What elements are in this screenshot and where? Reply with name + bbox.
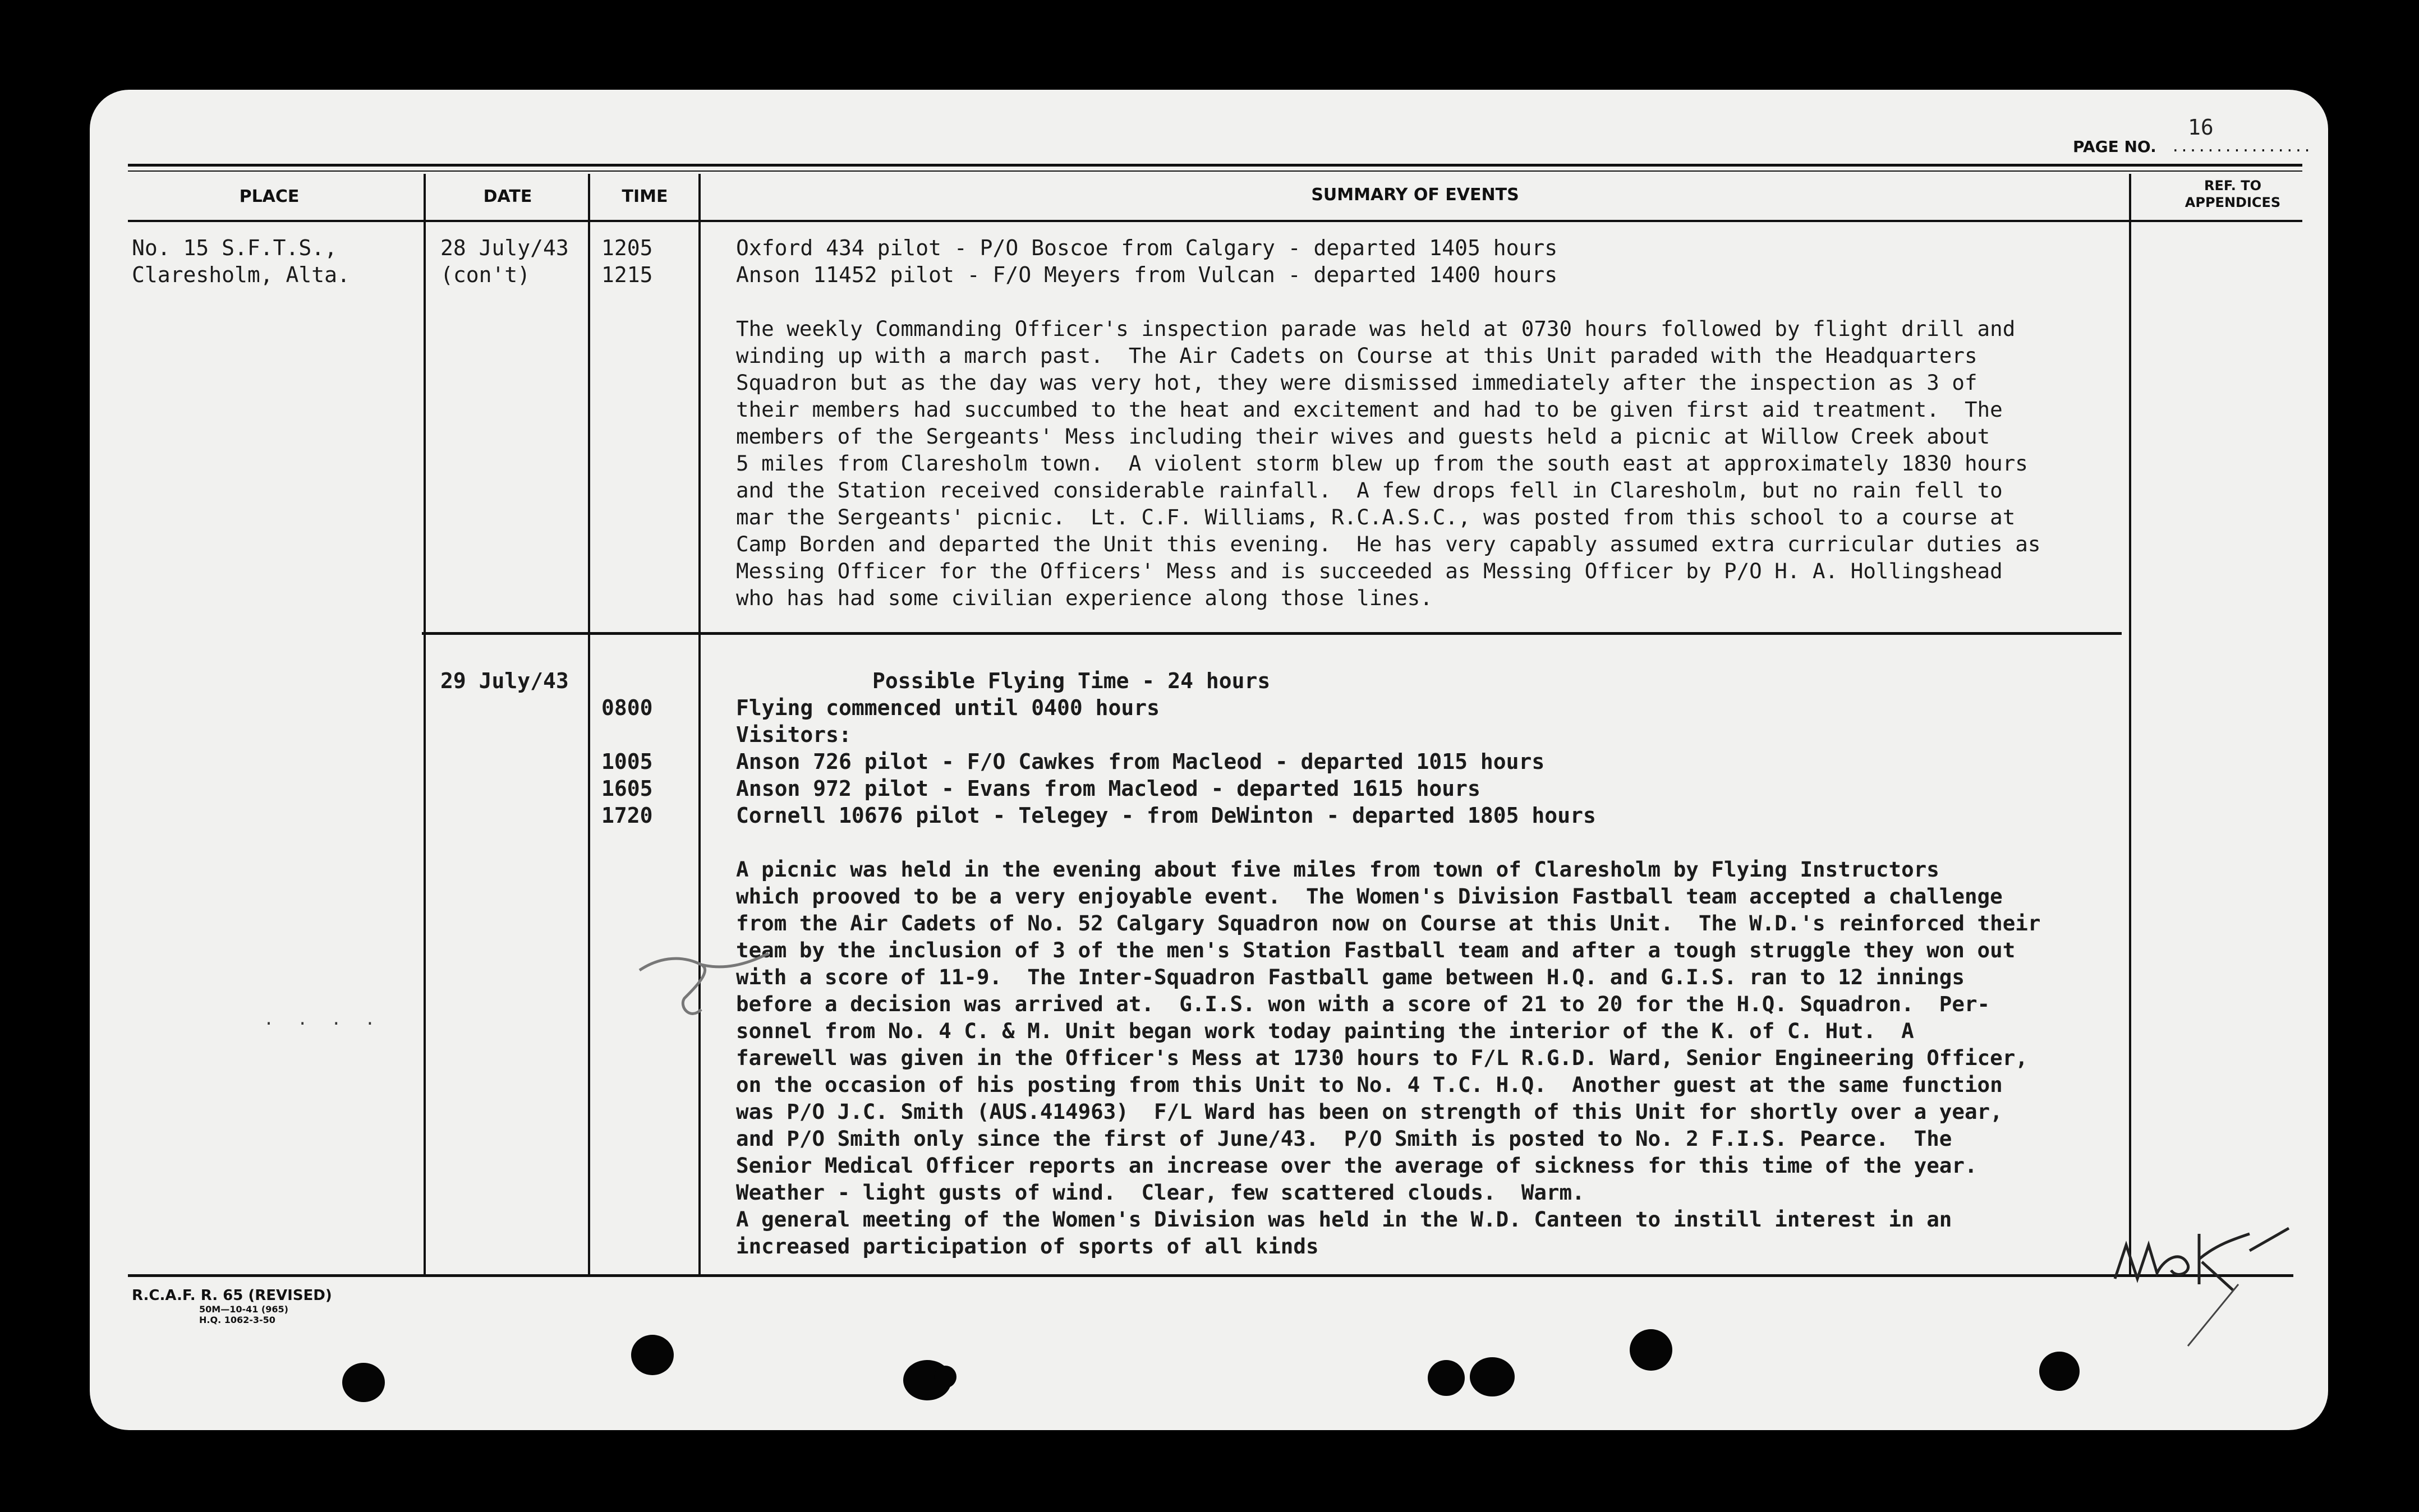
entry1-time: 1215 bbox=[601, 262, 653, 287]
date-time-divider bbox=[588, 174, 590, 1276]
punch-hole bbox=[631, 1335, 674, 1375]
entry2-paragraph-line: was P/O J.C. Smith (AUS.414963) F/L Ward has been on strength of this Unit for shortly over a year, bbox=[736, 1099, 2003, 1124]
punch-hole bbox=[934, 1366, 956, 1388]
entry2-line: Visitors: bbox=[736, 722, 852, 747]
entry1-paragraph-line: and the Station received considerable rainfall. A few drops fell in Claresholm, but no rain fell to bbox=[736, 478, 2003, 503]
pencil-mark-icon bbox=[634, 937, 780, 1026]
bottom-rule bbox=[128, 1274, 2293, 1277]
entry1-paragraph-line: Squadron but as the day was very hot, they were dismissed immediately after the inspection as 3 of bbox=[736, 370, 1977, 395]
entry2-time: 1005 bbox=[601, 749, 653, 774]
page-number: 16 bbox=[2188, 115, 2214, 140]
entry2-line: Anson 972 pilot - Evans from Macleod - departed 1615 hours bbox=[736, 776, 1480, 801]
entry2-paragraph-line: Weather - light gusts of wind. Clear, few scattered clouds. Warm. bbox=[736, 1180, 1585, 1205]
entry1-paragraph-line: who has had some civilian experience along those lines. bbox=[736, 586, 1433, 610]
entry2-line: Anson 726 pilot - F/O Cawkes from Macleod - departed 1015 hours bbox=[736, 749, 1545, 774]
page-number-label: PAGE NO. bbox=[2073, 137, 2156, 156]
punch-hole bbox=[342, 1363, 385, 1402]
place-line-1: No. 15 S.F.T.S., bbox=[132, 236, 338, 260]
entry2-paragraph-line: sonnel from No. 4 C. & M. Unit began work today painting the interior of the K. of C. Hut. A bbox=[736, 1018, 1914, 1043]
punch-hole bbox=[1428, 1360, 1465, 1396]
entry2-time: 1605 bbox=[601, 776, 653, 801]
header-rule bbox=[128, 220, 2302, 222]
entry2-date: 29 July/43 bbox=[440, 669, 569, 693]
place-date-divider bbox=[424, 174, 426, 1276]
entry1-paragraph-line: 5 miles from Claresholm town. A violent storm blew up from the south east at approximately 1830 hours bbox=[736, 451, 2028, 476]
entry1-paragraph-line: their members had succumbed to the heat and excitement and had to be given first aid treatment. The bbox=[736, 397, 2003, 422]
entry2-time: 1720 bbox=[601, 803, 653, 828]
punch-hole bbox=[1630, 1329, 1672, 1371]
form-number-line: R.C.A.F. R. 65 (REVISED) bbox=[132, 1287, 332, 1304]
entry2-paragraph-line: on the occasion of his posting from this Unit to No. 4 T.C. H.Q. Another guest at the same function bbox=[736, 1072, 2003, 1097]
header-time: TIME bbox=[622, 187, 668, 206]
entry1-paragraph-line: mar the Sergeants' picnic. Lt. C.F. Williams, R.C.A.S.C., was posted from this school to a course at bbox=[736, 505, 2016, 529]
place-line-2: Claresholm, Alta. bbox=[132, 262, 350, 287]
entry2-paragraph-line: before a decision was arrived at. G.I.S. won with a score of 21 to 20 for the H.Q. Squadron. Per- bbox=[736, 992, 1990, 1016]
entry2-paragraph-line: team by the inclusion of 3 of the men's Station Fastball team and after a tough struggle they won out bbox=[736, 938, 2016, 962]
entry1-line: Oxford 434 pilot - P/O Boscoe from Calgary - departed 1405 hours bbox=[736, 236, 1558, 260]
entry1-time: 1205 bbox=[601, 236, 653, 260]
entry2-paragraph-line: from the Air Cadets of No. 52 Calgary Squadron now on Course at this Unit. The W.D.'s reinforced their bbox=[736, 911, 2041, 935]
entry2-paragraph-line: Senior Medical Officer reports an increase over the average of sickness for this time of the year. bbox=[736, 1153, 1977, 1178]
top-rule-thin bbox=[128, 170, 2302, 172]
entry2-paragraph-line: A picnic was held in the evening about five miles from town of Claresholm by Flying Instructors bbox=[736, 857, 1939, 882]
entry2-flying-time: Possible Flying Time - 24 hours bbox=[872, 669, 1271, 693]
form-print-code: 50M—10-41 (965) bbox=[199, 1304, 288, 1315]
entry1-paragraph-line: winding up with a march past. The Air Cadets on Course at this Unit paraded with the Headquarters bbox=[736, 343, 1977, 368]
punch-hole bbox=[1470, 1357, 1515, 1396]
entry2-paragraph-line: which prooved to be a very enjoyable event. The Women's Division Fastball team accepted a challenge bbox=[736, 884, 2003, 909]
entry1-paragraph-line: The weekly Commanding Officer's inspection parade was held at 0730 hours followed by flight drill and bbox=[736, 316, 2016, 341]
header-place: PLACE bbox=[239, 187, 300, 206]
form-hq-code: H.Q. 1062-3-50 bbox=[199, 1315, 275, 1325]
form-number bbox=[132, 1287, 332, 1325]
time-summary-divider bbox=[698, 174, 701, 1276]
entry2-line: Flying commenced until 0400 hours bbox=[736, 695, 1160, 720]
entry1-date-line-2: (con't) bbox=[440, 262, 531, 287]
entry2-paragraph-line: increased participation of sports of all kinds bbox=[736, 1234, 1319, 1259]
signature-initials-icon bbox=[2104, 1211, 2306, 1357]
punch-hole bbox=[2039, 1352, 2080, 1391]
top-rule-thick bbox=[128, 164, 2302, 167]
entry1-paragraph-line: Messing Officer for the Officers' Mess and is succeeded as Messing Officer by P/O H. A. Hollingshead bbox=[736, 559, 2003, 583]
entry1-paragraph-line: Camp Borden and departed the Unit this evening. He has very capably assumed extra curricular duties as bbox=[736, 532, 2041, 556]
header-ref-line2: APPENDICES bbox=[2185, 195, 2281, 210]
entry2-paragraph-line: A general meeting of the Women's Division was held in the W.D. Canteen to instill interest in an bbox=[736, 1207, 1952, 1232]
entry1-line: Anson 11452 pilot - F/O Meyers from Vulcan - departed 1400 hours bbox=[736, 262, 1558, 287]
entry2-paragraph-line: with a score of 11-9. The Inter-Squadron Fastball game between H.Q. and G.I.S. ran to 12 innings bbox=[736, 965, 1965, 989]
entry-divider bbox=[422, 632, 2122, 635]
page-number-leader: ................ bbox=[2171, 139, 2312, 155]
dotted-mark: . . . . bbox=[264, 1009, 382, 1029]
entry2-line: Cornell 10676 pilot - Telegey - from DeWinton - departed 1805 hours bbox=[736, 803, 1596, 828]
header-summary: SUMMARY OF EVENTS bbox=[1311, 185, 1519, 205]
header-date: DATE bbox=[483, 187, 532, 206]
entry1-paragraph-line: members of the Sergeants' Mess including their wives and guests held a picnic at Willow Creek about bbox=[736, 424, 1990, 449]
entry2-paragraph-line: and P/O Smith only since the first of June/43. P/O Smith is posted to No. 2 F.I.S. Pearce. The bbox=[736, 1126, 1952, 1151]
entry2-paragraph-line: farewell was given in the Officer's Mess at 1730 hours to F/L R.G.D. Ward, Senior Engineering Officer, bbox=[736, 1045, 2028, 1070]
entry2-time: 0800 bbox=[601, 695, 653, 720]
entry1-date-line-1: 28 July/43 bbox=[440, 236, 569, 260]
summary-ref-divider bbox=[2129, 174, 2131, 1276]
header-ref-line1: REF. TO bbox=[2204, 178, 2261, 193]
